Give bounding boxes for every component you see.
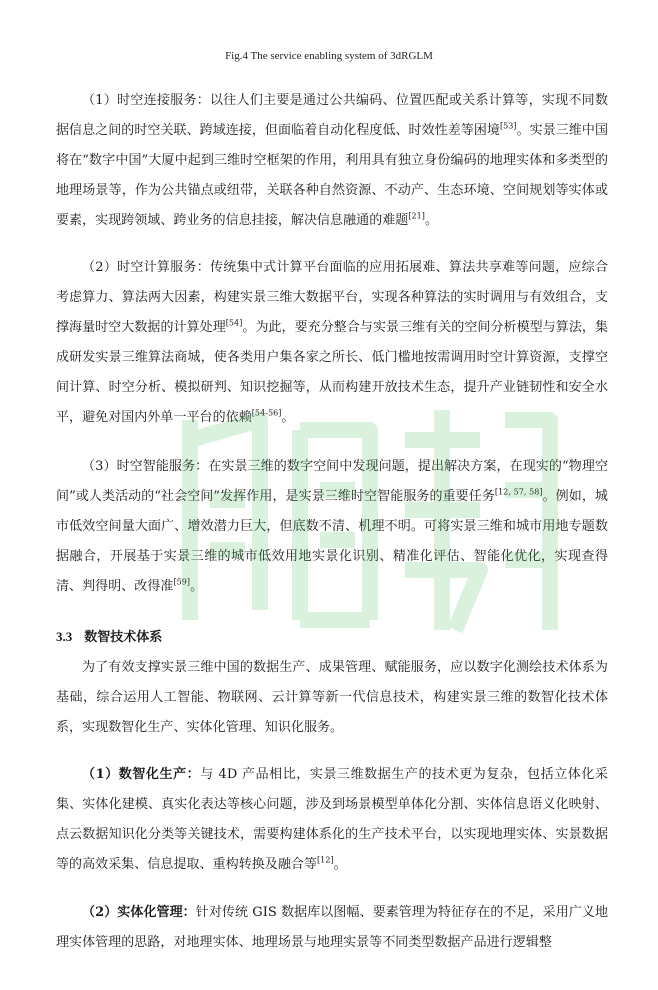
section-heading	[56, 626, 162, 649]
paragraph-text: 。为此，要充分整合与实景三维有关的空间分析模型与算法，集成研发实景三维算法商城，使各类用户集各家之所长、低门槛地按需调用时空计算资源，支撑空间计算、时空分析、模拟研判、知识挖掘等，从而构建开放技术生态，提升产业链韧性和安全水平，避免对国内外单一平台的依赖	[56, 320, 608, 425]
paragraph-spatiotemporal-computing	[56, 253, 608, 433]
citation: [54-56]	[251, 408, 282, 418]
paragraph-text: （1）时空连接服务：以往人们主要是通过公共编码、位置匹配或关系计算等，实现不同数据信息之间的时空关联、跨域连接，但面临着自动化程度低、时效性差等困境	[56, 93, 608, 138]
item-lead: （2）实体化管理：	[82, 905, 196, 920]
paragraph-text: （2）时空计算服务：传统集中式计算平台面临的应用拓展难、算法共享难等问题，应综合考虑算力、算法两大因素，构建实景三维大数据平台，实现各种算法的实时调用与有效组合，支撑海量时空大数据的计算处理	[56, 260, 608, 335]
paragraph-text: （3）时空智能服务：在实景三维的数字空间中发现问题，提出解决方案，在现实的“物理空间”或人类活动的“社会空间”发挥作用，是实景三维时空智能服务的重要任务	[56, 459, 608, 504]
paragraph-text: 。	[281, 410, 295, 425]
paragraph-text: 。	[333, 857, 347, 872]
section-title: 数智技术体系	[84, 630, 163, 645]
paragraph-text: 与 4D 产品相比，实景三维数据生产的技术更为复杂，包括立体化采集、实体化建模、真实化表达等核心问题，涉及到场景模型单体化分割、实体信息语义化映射、点云数据知识化分类等关键技术，需要构建体系化的生产技术平台，以实现地理实体、实景数据等的高效采集、信息提取、重构转换及融合等	[56, 767, 608, 872]
paragraph-text: 。实景三维中国将在“数字中国”大厦中起到三维时空框架的作用，利用具有独立身份编码的地理实体和多类型的地理场景等，作为公共锚点或纽带，关联各种自然资源、不动产、生态环境、空间规划等实体或要素，实现跨领域、跨业务的信息挂接，解决信息融通的难题	[56, 123, 608, 228]
section-intro-paragraph: 为了有效支撑实景三维中国的数据生产、成果管理、赋能服务，应以数字化测绘技术体系为基础，综合运用人工智能、物联网、云计算等新一代信息技术，构建实景三维的数智化技术体系，实现数智化生产、实体化管理、知识化服务。	[56, 660, 608, 735]
citation: [12]	[317, 855, 334, 865]
paragraph-text: 。	[424, 213, 439, 228]
citation: [54]	[225, 318, 243, 328]
paragraph-text: 。例如，城市低效空间量大面广、增效潜力巨大，但底数不清、机理不明。可将实景三维和城市用地专题数据融合，开展基于实景三维的城市低效用地实景化识别、精准化评估、智能化优化，实现查得清、判得明、改得准	[56, 489, 608, 594]
citation: [59]	[173, 577, 191, 587]
citation: [12, 57, 58]	[494, 487, 543, 497]
paragraph-spatiotemporal-connection	[56, 86, 608, 236]
figure-caption: Fig.4 The service enabling system of 3dRGLM	[225, 50, 433, 62]
paragraph-intelligent-production	[56, 760, 608, 880]
citation: [53]	[499, 121, 517, 131]
section-number: 3.3	[56, 629, 73, 644]
paragraph-entity-management	[56, 898, 608, 958]
paragraph-text: 。	[190, 579, 204, 594]
paragraph-text: 针对传统 GIS 数据库以图幅、要素管理为特征存在的不足，采用广义地理实体管理的思路，对地理实体、地理场景与地理实景等不同类型数据产品进行逻辑整	[56, 905, 609, 950]
paragraph-spatiotemporal-intelligence	[56, 452, 608, 602]
citation: [21]	[408, 211, 425, 221]
item-lead: （1）数智化生产：	[82, 767, 201, 782]
